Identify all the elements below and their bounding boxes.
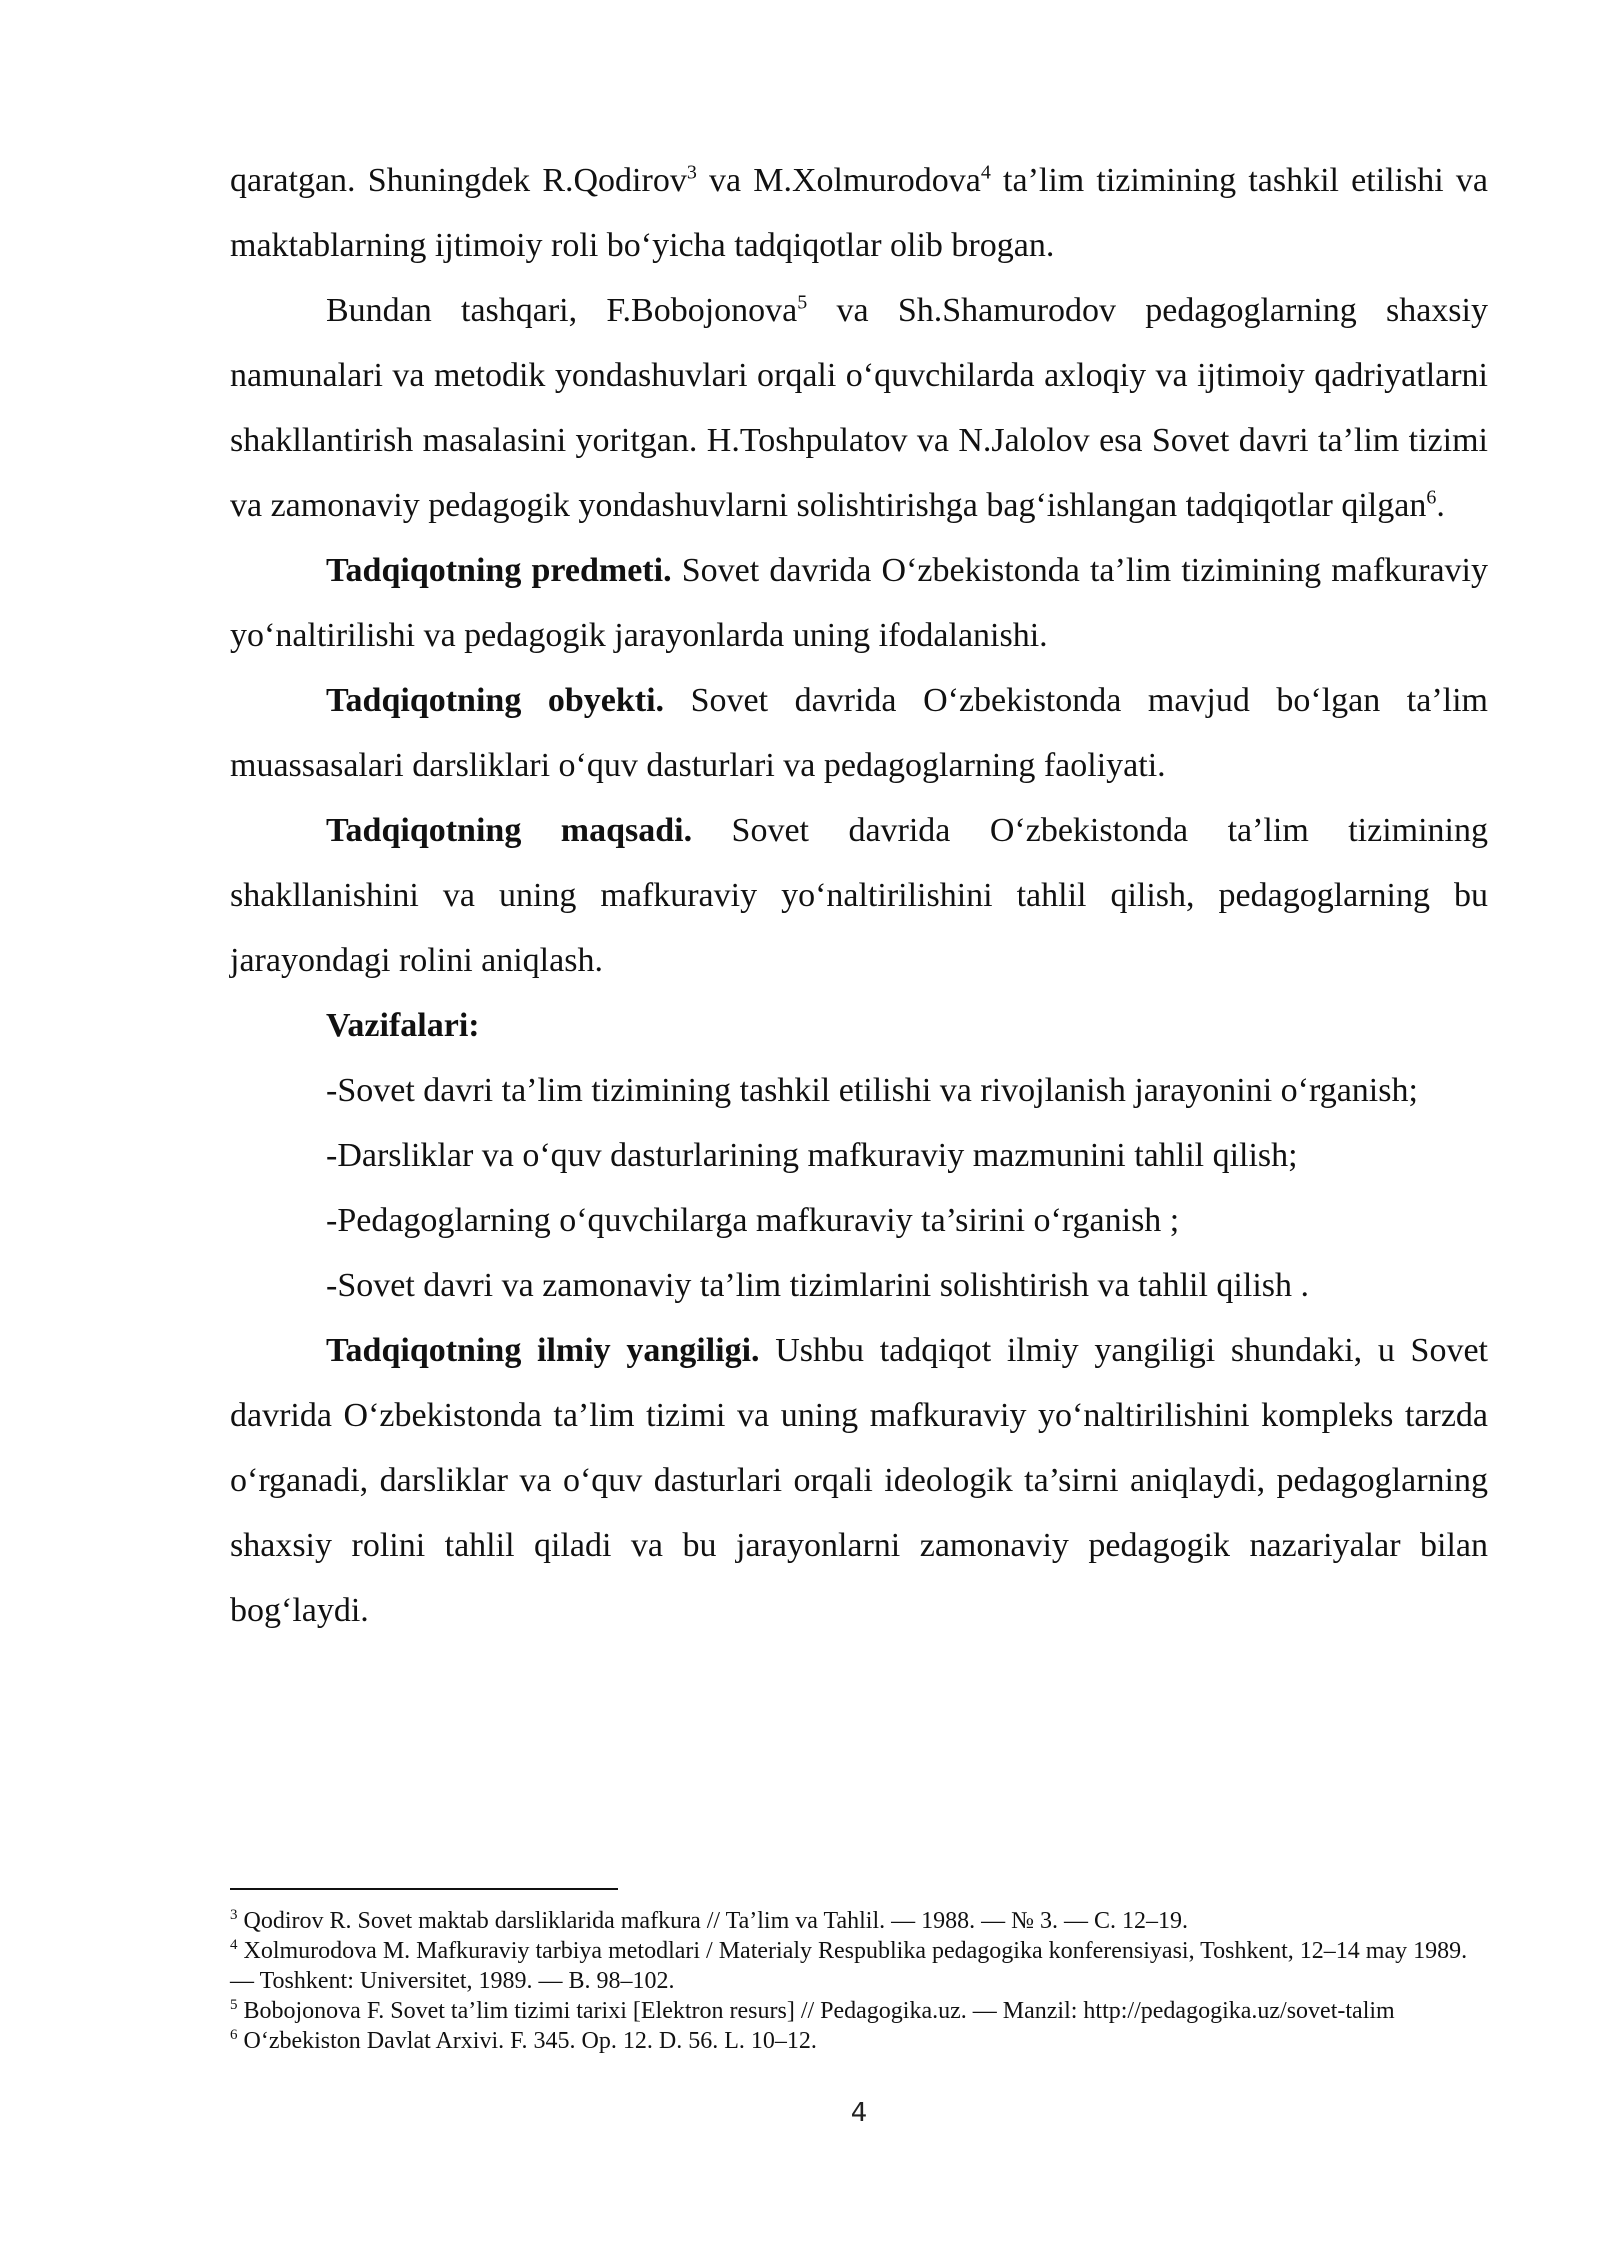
text-run: Bundan tashqari, F.Bobojonova (326, 292, 798, 329)
footnote-text: O‘zbekiston Davlat Arxivi. F. 345. Op. 12. D. 56. L. 10–12. (237, 2028, 817, 2054)
footnote-ref: 5 (797, 291, 808, 314)
footnote-text: Bobojonova F. Sovet ta’lim tizimi tarixi [Elektron resurs] // Pedagogika.uz. — Manzil: http://pedagogika.uz/sovet-talim (237, 1998, 1395, 2024)
footnote-number: 5 (230, 1997, 238, 2013)
text-run: qaratgan. Shuningdek R.Qodirov (230, 162, 687, 199)
paragraph-intro-continuation (230, 148, 1488, 278)
footnote-text: Qodirov R. Sovet maktab darsliklarida mafkura // Ta’lim va Tahlil. — 1988. — № 3. — C. 12–19. (237, 1908, 1189, 1934)
paragraph-object (230, 668, 1488, 798)
paragraph-novelty (230, 1318, 1488, 1643)
footnote (230, 1906, 1488, 1936)
footnote (230, 1996, 1488, 2026)
paragraph-goal (230, 798, 1488, 993)
object-term: Tadqiqotning obyekti. (326, 682, 665, 719)
subject-term: Tadqiqotning predmeti. (326, 552, 672, 589)
footnote-ref: 6 (1426, 486, 1437, 509)
footnote-separator (230, 1888, 618, 1890)
object-text: Sovet davrida O‘zbekistonda mavjud bo‘lgan ta’lim muassasalari darsliklari o‘quv dasturlari va pedagoglarning faoliyati. (230, 682, 1488, 784)
page-number: 4 (850, 2098, 868, 2128)
footnotes (230, 1906, 1488, 2056)
tasks-heading-text: Vazifalari: (326, 1007, 480, 1044)
footnote (230, 1936, 1488, 1996)
text-run: va Sh.Shamurodov pedagoglarning shaxsiy namunalari va metodik yondashuvlari orqali o‘quvchilarda axloqiy va ijtimoiy qadriyatlarni shakllantirish masalasini yoritgan. H.Toshpulatov va N.Jalolov esa Sovet davri ta’lim tizimi va zamonaviy pedagogik yondashuvlarni solishtirishga bag‘ishlangan tadqiqotlar qilgan (230, 292, 1488, 524)
text-run: va M.Xolmurodova (696, 162, 981, 199)
task-item: -Darsliklar va o‘quv dasturlarining mafkuraviy mazmunini tahlil qilish; (326, 1137, 1298, 1174)
tasks-heading (230, 993, 1488, 1058)
paragraph-subject (230, 538, 1488, 668)
footnote-number: 4 (230, 1937, 238, 1953)
body-text (230, 148, 1488, 1643)
task-item: -Pedagoglarning o‘quvchilarga mafkuraviy ta’sirini o‘rganish ; (326, 1202, 1180, 1239)
novelty-term: Tadqiqotning ilmiy yangiligi. (326, 1332, 760, 1369)
paragraph-researchers (230, 278, 1488, 538)
text-run: . (1436, 487, 1445, 524)
goal-term: Tadqiqotning maqsadi. (326, 812, 693, 849)
footnote (230, 2026, 1488, 2056)
footnote-ref: 4 (980, 161, 991, 184)
task-item: -Sovet davri va zamonaviy ta’lim tizimlarini solishtirish va tahlil qilish . (326, 1267, 1309, 1304)
footnote-number: 6 (230, 2027, 238, 2043)
novelty-text: Ushbu tadqiqot ilmiy yangiligi shundaki, u Sovet davrida O‘zbekistonda ta’lim tizimi va uning mafkuraviy yo‘naltirilishini kompleks tarzda o‘rganadi, darsliklar va o‘quv dasturlari orqali ideologik ta’sirni aniqlaydi, pedagoglarning shaxsiy rolini tahlil qiladi va bu jarayonlarni zamonaviy pedagogik nazariyalar bilan bog‘laydi. (230, 1332, 1488, 1629)
footnote-number: 3 (230, 1907, 238, 1923)
text-run: ta’lim tizimining tashkil etilishi va maktablarning ijtimoiy roli bo‘yicha tadqiqotlar olib brogan. (230, 162, 1488, 264)
goal-text: Sovet davrida O‘zbekistonda ta’lim tizimining shakllanishini va uning mafkuraviy yo‘naltirilishini tahlil qilish, pedagoglarning bu jarayondagi rolini aniqlash. (230, 812, 1488, 979)
task-item: -Sovet davri ta’lim tizimining tashkil etilishi va rivojlanish jarayonini o‘rganish; (326, 1072, 1418, 1109)
footnote-ref: 3 (686, 161, 697, 184)
footnote-text: Xolmurodova M. Mafkuraviy tarbiya metodlari / Materialy Respublika pedagogika konferensiyasi, Toshkent, 12–14 may 1989. — Toshkent: Universitet, 1989. — B. 98–102. (230, 1938, 1468, 1994)
subject-text: Sovet davrida O‘zbekistonda ta’lim tizimining mafkuraviy yo‘naltirilishi va pedagogik jarayonlarda uning ifodalanishi. (230, 552, 1489, 654)
